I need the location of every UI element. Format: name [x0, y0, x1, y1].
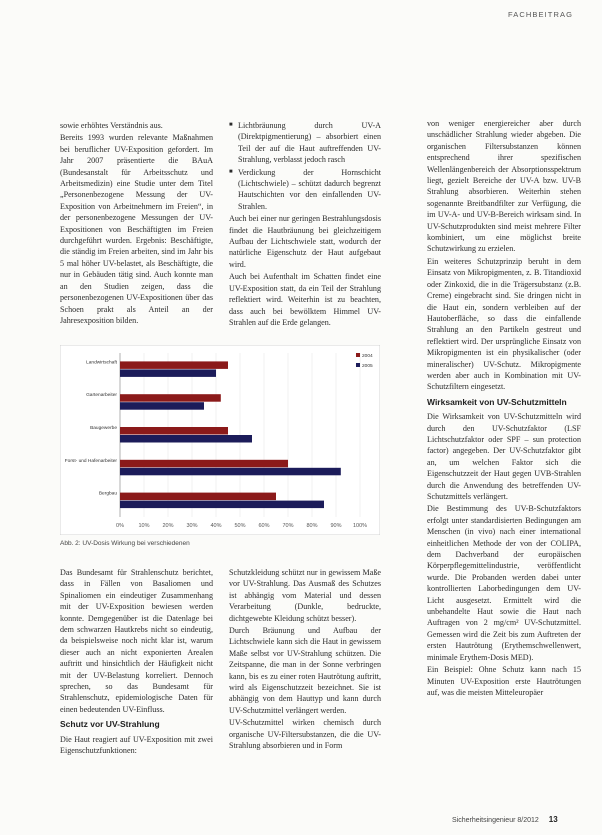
x-tick-label: 20%	[162, 523, 174, 529]
bar	[120, 501, 324, 509]
journal-name: Sicherheitsingenieur 8/2012	[452, 817, 539, 824]
category-label: Bergbau	[98, 491, 117, 497]
column-3	[427, 118, 581, 699]
x-tick-label: 40%	[210, 523, 222, 529]
legend-swatch	[356, 363, 360, 367]
x-tick-label: 90%	[330, 523, 342, 529]
paragraph: Auch bei Aufenthalt im Schatten findet eine UV-Exposition statt, da ein Teil der Strahlung reflektiert wird. Weiterhin ist zu beachten, dass auch bei bewölktem Himmel UV-Strahlen auf die Erde gelangen.	[229, 272, 381, 327]
bar	[120, 369, 216, 377]
bar	[120, 493, 276, 501]
x-tick-label: 80%	[306, 523, 318, 529]
x-tick-label: 0%	[116, 523, 124, 529]
x-tick-label: 70%	[282, 523, 294, 529]
category-label: Gartenarbeiter	[86, 393, 117, 399]
list-item: ■ Lichtbräunung durch UV-A (Direktpigmentierung) – absorbiert einen Teil der auf die Haut auftreffenden UV-Strahlung, verblasst jedoch rasch	[238, 120, 381, 166]
section-heading: Wirksamkeit von UV-Schutzmitteln	[427, 396, 567, 407]
page-number: 13	[548, 815, 558, 824]
bar	[120, 460, 288, 468]
legend-label: 2005	[362, 364, 373, 369]
x-tick-label: 30%	[186, 523, 198, 529]
page-footer	[452, 815, 558, 824]
bullet-list	[229, 120, 381, 212]
column-2-top	[229, 120, 381, 329]
legend-swatch	[356, 353, 360, 357]
paragraph: Schutzkleidung schützt nur in gewissem Maße vor UV-Strahlung. Das Ausmaß des Schutzes ist abhängig vom Material und dessen Verarbeitung (Dunkle, bedruckte, dichtgewebte Kleidung schützt besser).	[229, 568, 381, 623]
paragraph: Bereits 1993 wurden relevante Maßnahmen bei beruflicher UV-Exposition gefordert. Im Jahr 2007 präsentierte die BAuA (Bundesanstalt für Arbeitsschutz und Arbeitsmedizin) eine Studie unter dem Titel „Personenbezogene Messung der UV-Exposition von Arbeitnehmern im Freien“, in der personenbezogene Messungen der UV-Expositionen von Beschäftigten im Freien durchgeführt wurden. Ergebnis: Beschäftigte, die ständig im Freien arbeiten, sind im Jahr bis 5 mal höher UV-belastet, als Beschäftigte, die nur in Gebäuden tätig sind. Auch konnte man an den Studien zeigen, dass die personenbezogenen UV-Expositionen über das Schoen prakt als Anteil an der Jahresexposition bilden.	[60, 133, 213, 325]
x-tick-label: 60%	[258, 523, 270, 529]
bar	[120, 435, 252, 443]
bar	[120, 468, 341, 476]
list-item: ■ Verdickung der Hornschicht (Lichtschwiele) – schützt dadurch begrenzt Hautschichten vor den einfallenden UV-Strahlen.	[238, 167, 381, 213]
paragraph: von weniger energiereicher aber durch unschädlicher Strahlung wieder abgeben. Die organischen Filtersubstanzen können entsprechend ihrer spezifischen Wellenlängenbereich der Absorptionsspektrum liegt, gezielt Bereiche der UV-A bzw. UV-B Strahlung absorbieren. Weiterhin stehen sogenannte Breitbandfilter zur Verfügung, die im UV-A- und UV-B-Bereich wirksam sind. In UV-Schutzprodukten sind meist mehrere Filter kombiniert, um eine möglichst breite Schutzwirkung zu erzielen.	[427, 119, 581, 254]
paragraph: Ein weiteres Schutzprinzip beruht in dem Einsatz von Mikropigmenten, z. B. Titandioxid oder Zinkoxid, die in die Trägersubstanz (z.B. Creme) eingebracht sind. Sie dringen nicht in die Haut ein, sondern verbleiben auf der Hautoberfläche, so dass die einfallende Strahlung an den Partikeln gestreut und reflektiert wird. Der ursprüngliche Einsatz von Mikropigmenten ist ein physikalischer (oder mineralischer) UV-Schutz. Mikropigmente werden aber auch in Kombination mit UV-Schutzfiltern eingesetzt.	[427, 256, 581, 392]
category-label: Landwirtschaft	[86, 360, 117, 366]
paragraph: Das Bundesamt für Strahlenschutz berichtet, dass in Fällen von Basaliomen und Spinaliomen ein eindeutiger Zusammenhang mit der UV-Exposition bewiesen werden konnte. Demgegenüber ist die Datenlage bei dem schwarzen Hautkrebs nicht so eindeutig, da beispielsweise noch nicht klar ist, warum dieser auch an nicht exponierten Arealen auftritt und hinsichtlich der Häufigkeit nicht mit der UV-Belastung korreliert. Dennoch sprechen, so das Bundesamt für Strahlenschutz, epidemiologische Daten für einen bedeutenden UV-Einfluss.	[60, 568, 213, 714]
bar	[120, 402, 204, 410]
bar	[120, 361, 228, 369]
category-label: Forst- und Hafenarbeiter	[64, 458, 117, 464]
column-2-bottom	[229, 567, 381, 753]
bar	[120, 394, 221, 402]
x-tick-label: 100%	[352, 523, 368, 529]
paragraph: sowie erhöhtes Verständnis aus.	[60, 121, 163, 130]
x-tick-label: 10%	[138, 523, 150, 529]
column-1-top	[60, 120, 213, 327]
category-label: Baugewerbe	[90, 426, 117, 431]
paragraph: Durch Bräunung und Aufbau der Lichtschwiele kann sich die Haut in gewissem Maße selbst vor UV-Strahlung schützen. Die Zeitspanne, die man in der Sonne verbringen kann, bis es zu einer roten Hautrötung auftritt, wird als Eigenschutzzeit bezeichnet. Sie ist abhängig von dem Hauttyp und kann durch UV-Schutzmittel verlängert werden.	[229, 626, 381, 715]
column-1-bottom	[60, 567, 213, 758]
paragraph: UV-Schutzmittel wirken chemisch durch organische UV-Filtersubstanzen, die die UV-Strahlung absorbieren und in Form	[229, 718, 381, 751]
bar	[120, 427, 228, 435]
legend-label: 2004	[362, 354, 373, 359]
paragraph: Ein Beispiel: Ohne Schutz kann nach 15 Minuten UV-Exposition erste Hautrötungen auf, was die meisten Mitteleuropäer	[427, 665, 581, 697]
x-tick-label: 50%	[234, 523, 246, 529]
paragraph: Die Wirksamkeit von UV-Schutzmitteln wird durch den UV-Schutzfaktor (LSF Lichtschutzfaktor oder SPF – sun protection factor) angegeben. Der UV-Schutzfaktor gibt an, um welchen Faktor sich die Eigenschutzzeit der Haut gegen UVB-Strahlen durch die Anwendung des betreffenden UV-Schutzmittels verlängert.	[427, 412, 581, 501]
paragraph: Die Haut reagiert auf UV-Exposition mit zwei Eigenschutzfunktionen:	[60, 734, 213, 756]
paragraph: Die Bestimmung des UV-B-Schutzfaktors erfolgt unter standardisierten Bedingungen am Menschen (in vivo) nach einer international einheitlichen Methode der von der COLIPA, dem Dachverband der europäischen Körperpflegemittelindustrie, veröffentlicht wurde. Die Probanden werden dabei unter kontrollierten Laborbedingungen dem UV-Licht ausgesetzt. Ermittelt wird die unbehandelte Haut sowie die Haut nach Auftragen von 2 mg/cm² UV-Schutzmittel. Gemessen wird die Zeit bis zum Auftreten der ersten Hautrötung (Erythemschwellenwert, minimale Erythem-Dosis MED).	[427, 504, 581, 662]
section-tag: FACHBEITRAG	[508, 10, 574, 19]
section-heading: Schutz vor UV-Strahlung	[60, 719, 160, 730]
bar-chart	[60, 345, 380, 535]
figure-caption: Abb. 2: UV-Dosis Wirkung bei verschiedenen	[60, 540, 190, 547]
paragraph: Auch bei einer nur geringen Bestrahlungsdosis findet die Hautbräunung bei gleichzeitigem Aufbau der Lichtschwiele statt, wodurch der natürliche Eigenschutz der Haut aufgebaut wird.	[229, 214, 381, 269]
